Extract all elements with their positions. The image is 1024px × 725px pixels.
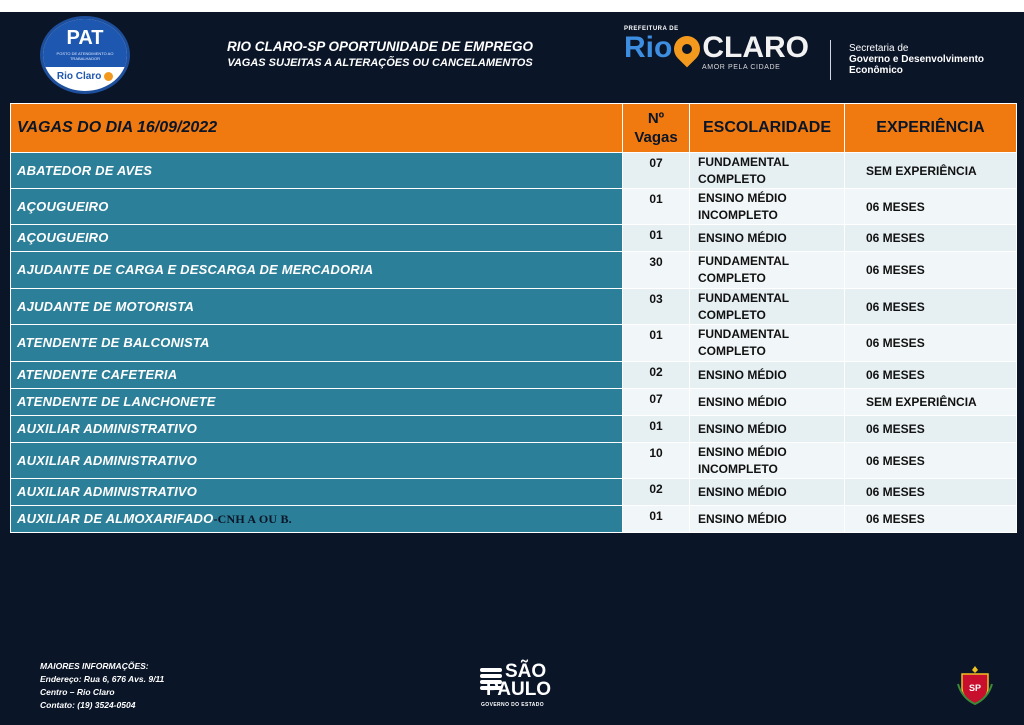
rio-claro-logo-name-left: Rio (624, 31, 673, 64)
secretaria-label (849, 43, 984, 76)
job-escolaridade-line-2: INCOMPLETO (698, 461, 778, 476)
job-escolaridade-line-2: COMPLETO (698, 271, 766, 285)
job-escolaridade (690, 189, 845, 225)
job-experiencia: 06 MESES (845, 325, 1017, 362)
job-escolaridade (690, 416, 845, 443)
table-row (11, 416, 1017, 443)
job-experiencia: 06 MESES (845, 252, 1017, 289)
page-title (150, 38, 610, 71)
pat-logo-city (43, 71, 127, 82)
job-title: AUXILIAR ADMINISTRATIVO (17, 452, 198, 468)
job-escolaridade-line-1: FUNDAMENTAL (698, 154, 790, 169)
jobs-table (10, 103, 1017, 533)
job-escolaridade (690, 325, 845, 362)
job-escolaridade-line-1: ENSINO MÉDIO (698, 484, 787, 499)
secretaria-line-3: Econômico (849, 65, 903, 76)
job-title: AJUDANTE DE CARGA E DESCARGA DE MERCADORIA (17, 262, 374, 277)
job-escolaridade-line-1: ENSINO MÉDIO (698, 394, 787, 409)
crest-text: SP (968, 683, 982, 693)
sao-paulo-logo (478, 662, 554, 708)
job-escolaridade-line-1: FUNDAMENTAL (698, 254, 790, 268)
job-title-cell (11, 189, 623, 225)
title-line-2: VAGAS SUJEITAS A ALTERAÇÕES OU CANCELAMENTOS (227, 57, 533, 69)
job-escolaridade (690, 362, 845, 389)
job-experiencia: 06 MESES (845, 506, 1017, 533)
job-title: ATENDENTE DE BALCONISTA (17, 335, 210, 350)
pat-logo-title: PAT (66, 27, 104, 49)
job-escolaridade-line-1: FUNDAMENTAL (698, 290, 790, 305)
header-vagas-line-1: Nº (647, 110, 665, 127)
pat-logo-city-text: Rio Claro (56, 71, 102, 82)
header-divider (830, 40, 831, 80)
job-vagas: 30 (623, 252, 690, 289)
job-escolaridade-line-1: FUNDAMENTAL (698, 327, 790, 341)
table-header-row (11, 104, 1017, 153)
job-escolaridade (690, 153, 845, 189)
rio-claro-logo-prefix: PREFEITURA DE (624, 26, 679, 32)
rio-claro-logo-name (624, 32, 819, 64)
job-title-cell (11, 289, 623, 325)
job-escolaridade (690, 479, 845, 506)
job-vagas: 01 (623, 189, 690, 225)
job-escolaridade (690, 252, 845, 289)
secretaria-line-2: Governo e Desenvolvimento (849, 54, 985, 65)
job-experiencia: SEM EXPERIÊNCIA (845, 153, 1017, 189)
job-title: AÇOUGUEIRO (17, 198, 109, 214)
sp-logo-word-1: SÃO (505, 661, 547, 682)
table-row (11, 389, 1017, 416)
job-escolaridade-line-1: ENSINO MÉDIO (698, 511, 787, 526)
job-title-cell (11, 416, 623, 443)
job-title-cell (11, 153, 623, 189)
table-row (11, 153, 1017, 189)
job-escolaridade-line-2: COMPLETO (698, 171, 766, 186)
job-experiencia: 06 MESES (845, 362, 1017, 389)
job-escolaridade-line-2: INCOMPLETO (698, 207, 778, 222)
job-experiencia: 06 MESES (845, 479, 1017, 506)
job-title: ATENDENTE CAFETERIA (17, 367, 178, 382)
contact-info-title: MAIORES INFORMAÇÕES: (40, 661, 149, 671)
job-title-cell (11, 479, 623, 506)
job-title: AÇOUGUEIRO (17, 230, 109, 245)
job-title: AUXILIAR ADMINISTRATIVO (17, 484, 198, 499)
table-row (11, 289, 1017, 325)
job-vagas: 01 (623, 325, 690, 362)
contact-info (40, 660, 164, 712)
job-title: ABATEDOR DE AVES (17, 162, 153, 178)
table-row (11, 225, 1017, 252)
sp-logo-caption: GOVERNO DO ESTADO (481, 702, 545, 708)
job-vagas: 07 (623, 153, 690, 189)
flyer-page (0, 12, 1024, 725)
job-escolaridade-line-1: ENSINO MÉDIO (698, 367, 787, 382)
job-vagas: 01 (623, 506, 690, 533)
contact-district: Centro – Rio Claro (40, 687, 115, 697)
job-title-cell (11, 225, 623, 252)
job-escolaridade (690, 389, 845, 416)
rio-claro-logo-name-right: CLARO (702, 31, 809, 64)
table-row (11, 252, 1017, 289)
job-escolaridade (690, 289, 845, 325)
job-escolaridade-line-2: COMPLETO (698, 344, 766, 358)
table-row (11, 189, 1017, 225)
job-experiencia: 06 MESES (845, 225, 1017, 252)
header-experiencia: EXPERIÊNCIA (845, 104, 1017, 153)
job-escolaridade (690, 443, 845, 479)
job-vagas: 02 (623, 362, 690, 389)
sp-logo-word-2: PAULO (486, 679, 552, 700)
job-escolaridade-line-1: ENSINO MÉDIO (698, 444, 787, 459)
job-vagas: 01 (623, 416, 690, 443)
pat-logo (40, 16, 130, 94)
rio-claro-logo (624, 26, 819, 86)
table-row (11, 325, 1017, 362)
table-row (11, 479, 1017, 506)
header-escolaridade: ESCOLARIDADE (690, 104, 845, 153)
job-escolaridade-line-2: COMPLETO (698, 307, 766, 322)
job-title-cell (11, 443, 623, 479)
job-vagas: 03 (623, 289, 690, 325)
header-date: VAGAS DO DIA 16/09/2022 (11, 104, 623, 153)
job-title: ATENDENTE DE LANCHONETE (17, 394, 216, 409)
job-title-cell (11, 389, 623, 416)
job-experiencia: 06 MESES (845, 189, 1017, 225)
table-row (11, 443, 1017, 479)
header-vagas-line-2: Vagas (634, 129, 678, 146)
job-title: AJUDANTE DE MOTORISTA (17, 298, 195, 314)
job-escolaridade-line-1: ENSINO MÉDIO (698, 421, 787, 436)
job-title: AUXILIAR ADMINISTRATIVO (17, 421, 198, 436)
rio-claro-logo-slogan: AMOR PELA CIDADE (702, 64, 781, 71)
contact-phone: Contato: (19) 3524-0504 (40, 700, 136, 710)
job-title-cell (11, 325, 623, 362)
table-row (11, 362, 1017, 389)
job-escolaridade (690, 506, 845, 533)
job-vagas: 10 (623, 443, 690, 479)
map-pin-icon (669, 31, 706, 68)
contact-address: Endereço: Rua 6, 676 Avs. 9/11 (40, 674, 165, 684)
job-title-cell (11, 252, 623, 289)
table-row (11, 506, 1017, 533)
pin-dot-icon (104, 72, 113, 81)
job-escolaridade-line-1: ENSINO MÉDIO (698, 230, 787, 245)
job-title: AUXILIAR DE ALMOXARIFADO (17, 511, 214, 526)
job-title-cell (11, 362, 623, 389)
header-vagas (623, 104, 690, 153)
title-line-1: RIO CLARO-SP OPORTUNIDADE DE EMPREGO (226, 39, 534, 54)
job-experiencia: SEM EXPERIÊNCIA (845, 389, 1017, 416)
secretaria-line-1: Secretaria de (849, 43, 909, 54)
coat-of-arms-icon (956, 664, 994, 706)
job-vagas: 01 (623, 225, 690, 252)
job-escolaridade-line-1: ENSINO MÉDIO (698, 190, 787, 205)
job-experiencia: 06 MESES (845, 416, 1017, 443)
job-experiencia: 06 MESES (845, 443, 1017, 479)
job-vagas: 07 (623, 389, 690, 416)
job-vagas: 02 (623, 479, 690, 506)
job-experiencia: 06 MESES (845, 289, 1017, 325)
job-title-cell (11, 506, 623, 533)
job-note: -CNH A OU B. (213, 512, 292, 526)
job-escolaridade (690, 225, 845, 252)
pat-logo-subtitle: POSTO DE ATENDIMENTO AO TRABALHADOR (56, 51, 114, 61)
